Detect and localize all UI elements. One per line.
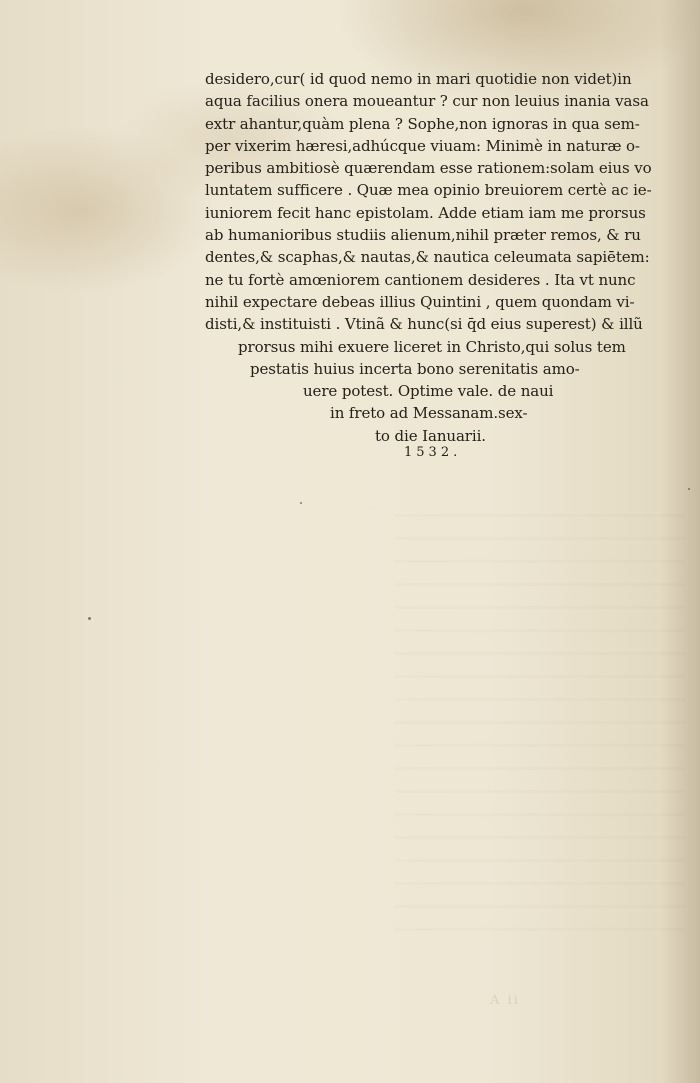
letter-line: ne tu fortè amœniorem cantionem desideres . Ita vt nunc — [205, 270, 636, 289]
letter-line: nihil expectare debeas illius Quintini , quem quondam vi- — [205, 292, 635, 311]
paper-speck — [300, 502, 302, 504]
paper-speck — [688, 488, 690, 490]
letter-body — [205, 68, 665, 447]
letter-line: prorsus mihi exuere liceret in Christo,qui solus tem — [238, 337, 626, 356]
binding-shadow — [660, 0, 700, 1083]
letter-line: per vixerim hæresi,adhúcque viuam: Minimè in naturæ o- — [205, 136, 640, 155]
letter-line: peribus ambitiosè quærendam esse rationem:solam eius vo — [205, 159, 652, 178]
letter-line: in freto ad Messanam.sex- — [330, 404, 528, 423]
letter-line: iuniorem fecit hanc epistolam. Adde etiam iam me prorsus — [205, 203, 646, 222]
letter-line: dentes,& scaphas,& nautas,& nautica celeumata sapiētem: — [205, 248, 650, 267]
signature-mark: A ii — [490, 993, 520, 1008]
paper-speck — [88, 617, 91, 620]
letter-line: to die Ianuarii. — [375, 426, 486, 445]
letter-line: aqua facilius onera moueantur ? cur non leuius inania vasa — [205, 92, 649, 111]
letter-line: disti,& instituisti . Vtinã & hunc(si q̄d eius superest) & illũ — [205, 315, 643, 334]
letter-line: desidero,cur( id quod nemo in mari quotidie non videt)in — [205, 70, 632, 88]
show-through-text — [395, 500, 685, 930]
year-line: 1532. — [404, 445, 462, 460]
letter-line: luntatem sufficere . Quæ mea opinio breuiorem certè ac ie- — [205, 181, 652, 200]
letter-line: extr ahantur,quàm plena ? Sophe,non ignoras in qua sem- — [205, 114, 640, 133]
letter-line: uere potest. Optime vale. de naui — [303, 382, 554, 401]
letter-line: ab humanioribus studiis alienum,nihil præter remos, & ru — [205, 226, 641, 245]
letter-line: pestatis huius incerta bono serenitatis amo- — [250, 359, 580, 378]
